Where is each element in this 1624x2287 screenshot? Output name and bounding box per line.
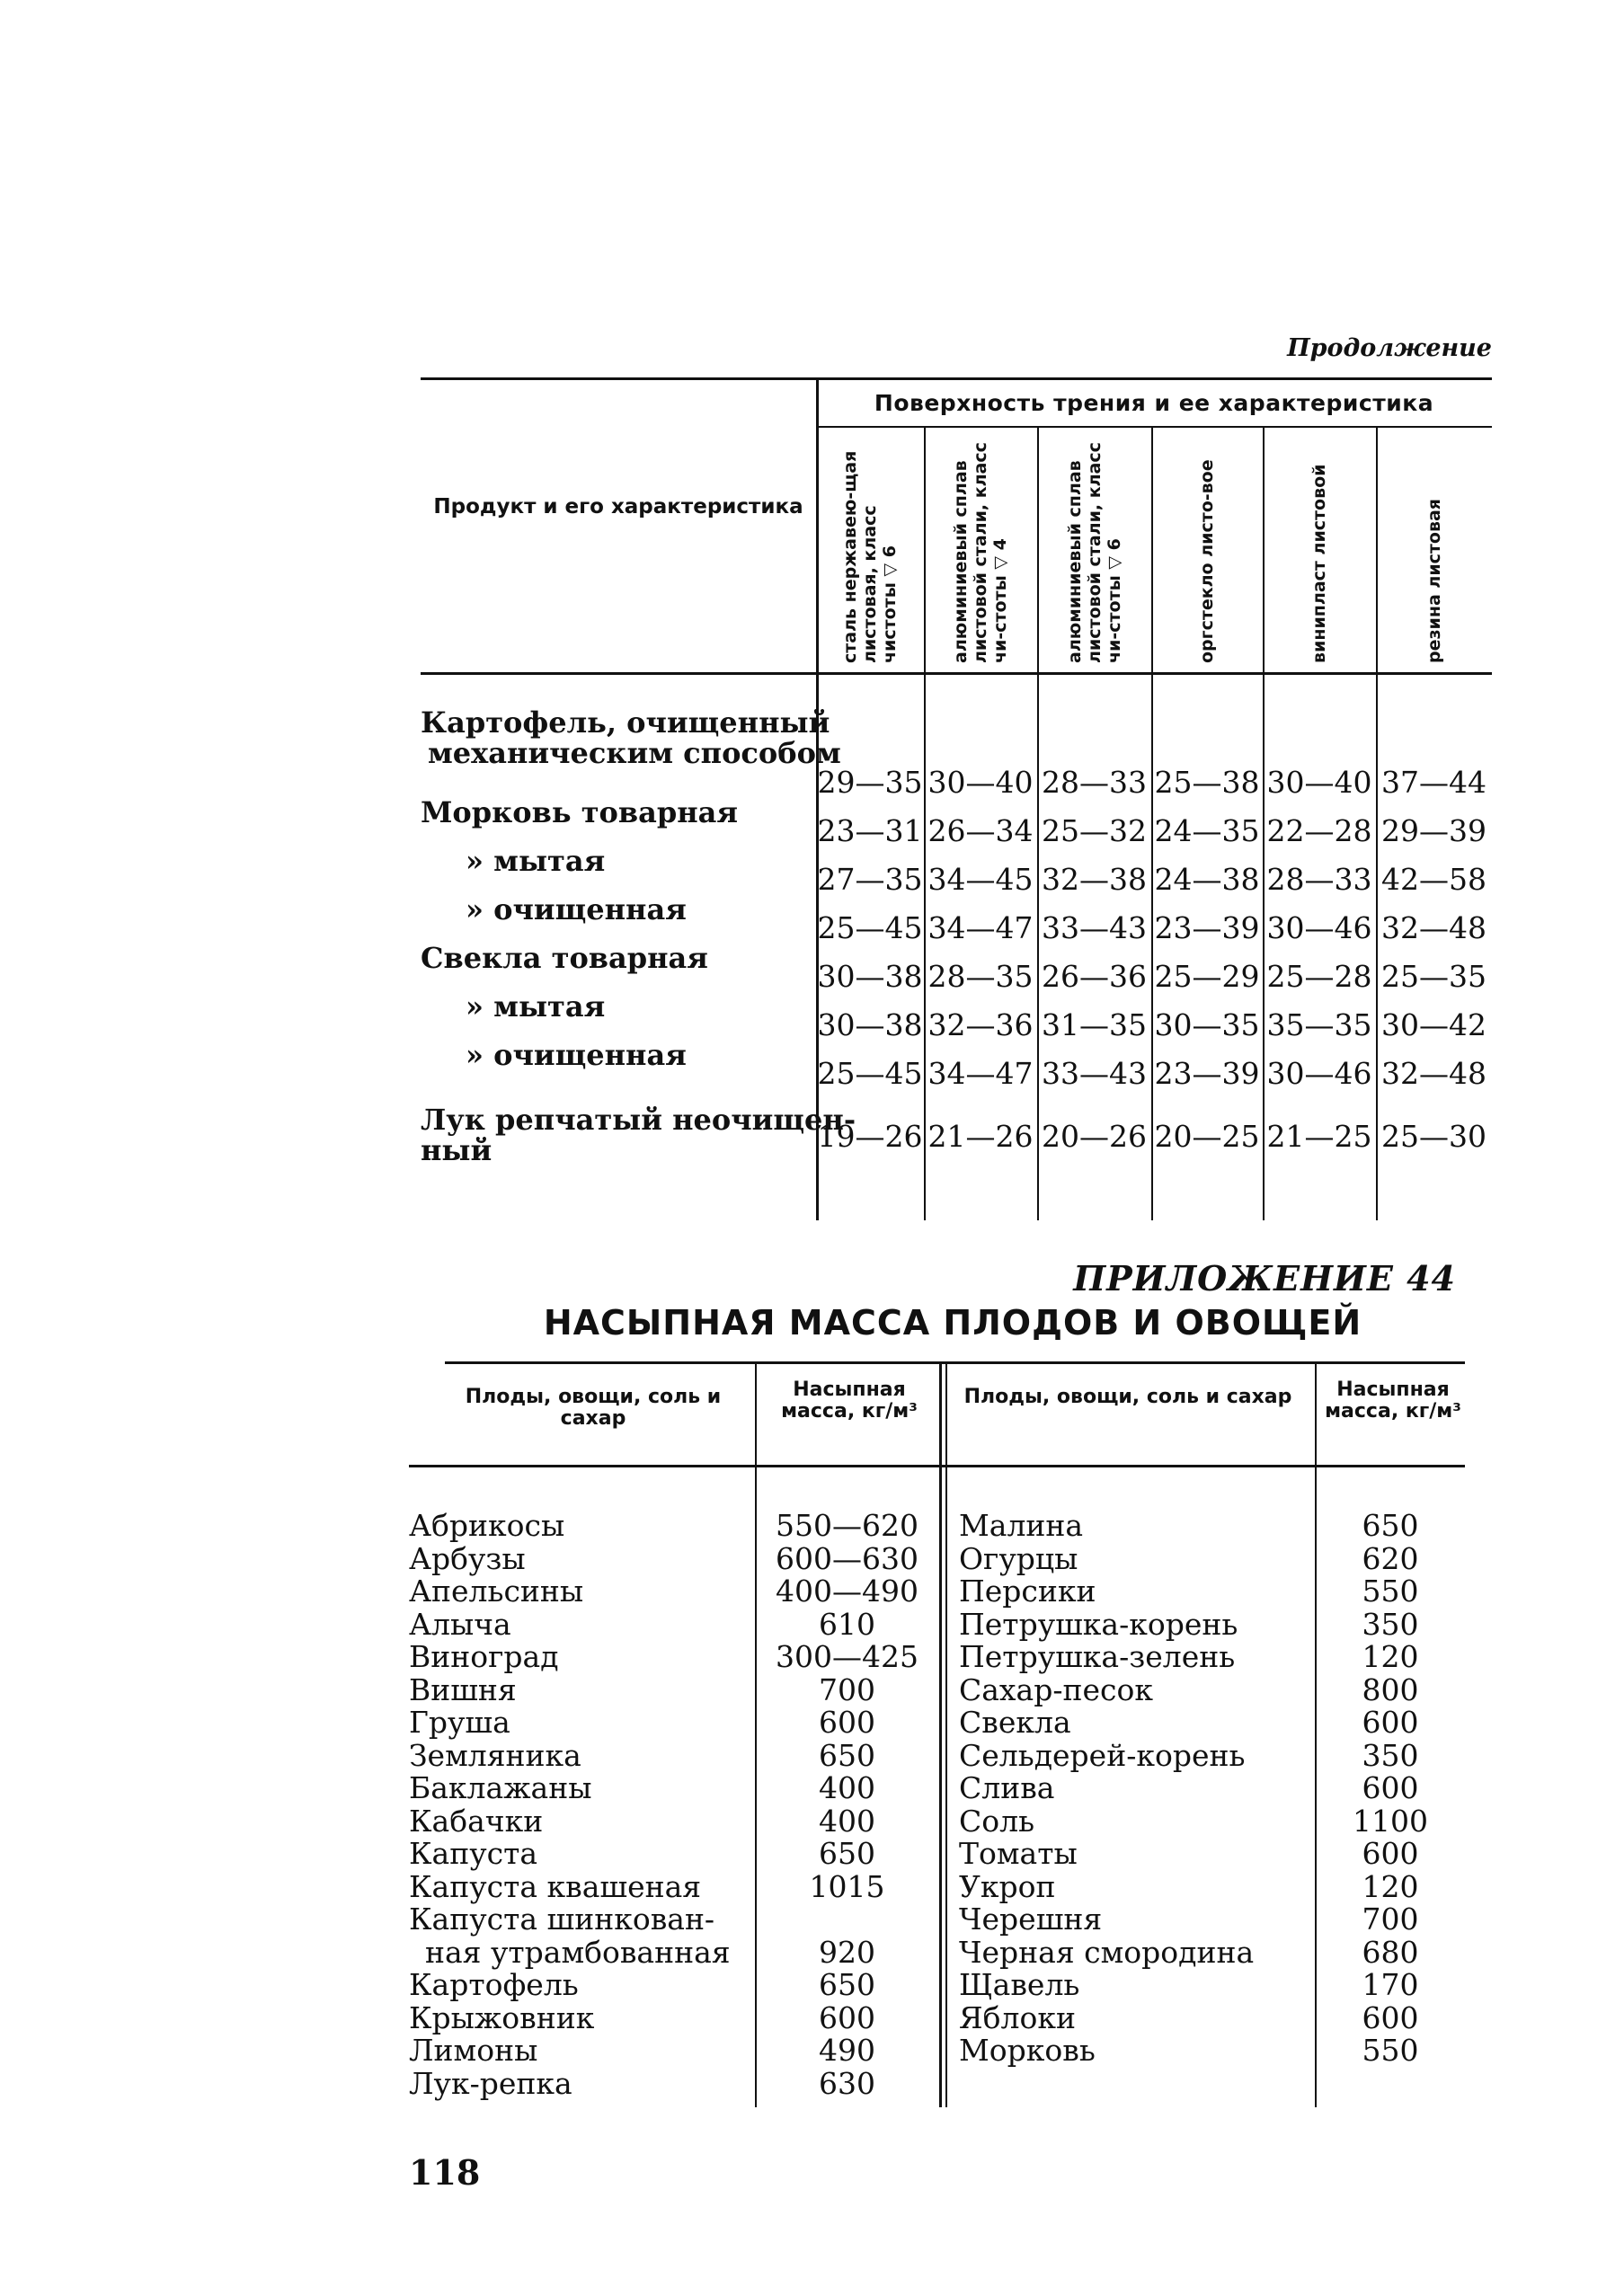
mass-value: 400 <box>819 1770 875 1805</box>
product-name: Апельсины <box>409 1573 584 1609</box>
friction-value-cell: 30—35 <box>1154 1007 1260 1042</box>
page-number: 118 <box>409 2152 481 2193</box>
product-name: Огурцы <box>959 1540 1078 1576</box>
continuation-note: Продолжение <box>1287 334 1492 362</box>
surface-column-header <box>1037 430 1151 1050</box>
mass-value: 490 <box>819 2033 875 2068</box>
appendix-number: ПРИЛОЖЕНИЕ 44 <box>1073 1258 1456 1299</box>
row-product-label: механическим способом <box>428 736 841 770</box>
row-product-label: » мытая <box>466 844 606 878</box>
mass-value: 550 <box>1362 2033 1419 2068</box>
mass-value: 600 <box>819 1999 875 2035</box>
friction-value-cell: 27—35 <box>817 862 923 897</box>
mass-value: 610 <box>819 1606 875 1642</box>
surface-column-header <box>1151 430 1263 1050</box>
surface-column-header <box>1263 430 1376 1050</box>
mass-value: 550 <box>1362 1573 1419 1609</box>
product-name: Укроп <box>959 1868 1056 1904</box>
mass-value: 680 <box>1362 1934 1419 1970</box>
left-product-list <box>409 1510 750 2100</box>
mass-value: 630 <box>819 2065 875 2101</box>
friction-value-cell: 30—46 <box>1266 1056 1372 1091</box>
table-rule-col-0 <box>755 1361 757 2107</box>
surface-column-label: алюминиевый сплав листовой стали, класс чи-стоты ▽ 4 <box>951 442 1010 663</box>
friction-value-cell: 29—39 <box>1381 813 1486 848</box>
header-mass-left: Насыпная масса, кг/м³ <box>781 1378 918 1423</box>
surface-column-header <box>924 430 1037 1050</box>
row-product-label: Картофель, очищенный <box>421 705 830 740</box>
mass-value: 550—620 <box>776 1508 918 1543</box>
row-product-label: Морковь товарная <box>421 795 738 829</box>
friction-value-cell: 25—45 <box>817 1056 923 1091</box>
product-name: Яблоки <box>959 1999 1076 2035</box>
table-rule-top <box>445 1361 1465 1364</box>
friction-value-cell: 22—28 <box>1266 813 1372 848</box>
friction-value-cell: 20—25 <box>1154 1119 1260 1154</box>
product-name: Соль <box>959 1803 1035 1839</box>
mass-value: 600 <box>1362 1836 1419 1871</box>
bulk-mass-table <box>409 1361 1465 2107</box>
friction-value-cell: 30—40 <box>1266 765 1372 800</box>
product-name: Петрушка-зелень <box>959 1639 1236 1674</box>
friction-value-cell: 29—35 <box>817 765 923 800</box>
friction-value-cell: 21—25 <box>1266 1119 1372 1154</box>
friction-value-cell: 28—35 <box>927 959 1034 994</box>
surface-column-label: винипласт листовой <box>1309 464 1329 663</box>
mass-value: 170 <box>1362 1967 1419 2002</box>
friction-value-cell: 24—35 <box>1154 813 1260 848</box>
product-name: Абрикосы <box>409 1508 565 1543</box>
mass-value: 1100 <box>1353 1803 1428 1839</box>
product-name: Слива <box>959 1770 1055 1805</box>
right-mass-list <box>1318 1510 1462 2068</box>
friction-value-cell: 34—47 <box>927 1056 1034 1091</box>
product-name: Крыжовник <box>409 1999 595 2035</box>
product-name: ная утрамбованная <box>425 1934 731 1970</box>
mass-value: 400 <box>819 1803 875 1839</box>
friction-value-cell: 32—38 <box>1042 862 1147 897</box>
friction-value-cell: 28—33 <box>1266 862 1372 897</box>
mass-value: 300—425 <box>776 1639 918 1674</box>
mass-value: 650 <box>1362 1508 1419 1543</box>
product-name: Сельдерей-корень <box>959 1737 1246 1773</box>
table-rule-col-1b <box>945 1361 947 2107</box>
mass-value: 600 <box>819 1705 875 1740</box>
mass-value: 650 <box>819 1967 875 2002</box>
friction-value-cell: 25—29 <box>1154 959 1260 994</box>
product-name: Лимоны <box>409 2033 538 2068</box>
table-rule-col-1 <box>939 1361 942 2107</box>
product-name: Баклажаны <box>409 1770 592 1805</box>
mass-value: 700 <box>1362 1901 1419 1937</box>
product-name: Виноград <box>409 1639 559 1674</box>
friction-value-cell: 30—38 <box>817 1007 923 1042</box>
row-product-label: » очищенная <box>466 1038 687 1072</box>
product-name: Черешня <box>959 1901 1103 1937</box>
header-product-left: Плоды, овощи, соль и сахар <box>465 1386 722 1430</box>
friction-value-cell: 30—42 <box>1381 1007 1486 1042</box>
mass-value <box>759 1903 935 1937</box>
mass-value: 400—490 <box>776 1573 918 1609</box>
right-product-list <box>959 1510 1309 2068</box>
friction-value-cell: 33—43 <box>1042 1056 1147 1091</box>
product-name: Лук-репка <box>409 2065 572 2101</box>
product-name: Свекла <box>959 1705 1071 1740</box>
product-name: Персики <box>959 1573 1096 1609</box>
surface-group-header: Поверхность трения и ее характеристика <box>874 389 1434 416</box>
mass-value: 600—630 <box>776 1540 918 1576</box>
product-name: Капуста квашеная <box>409 1868 702 1904</box>
left-mass-list <box>759 1510 935 2100</box>
appendix-title: НАСЫПНАЯ МАССА ПЛОДОВ И ОВОЩЕЙ <box>543 1303 1362 1343</box>
mass-value: 920 <box>819 1934 875 1970</box>
mass-value: 700 <box>819 1671 875 1707</box>
friction-value-cell: 34—45 <box>927 862 1034 897</box>
surface-column-label: сталь нержавею-щая листовая, класс чистоты ▽ 6 <box>840 450 900 663</box>
friction-value-cell: 35—35 <box>1266 1007 1372 1042</box>
friction-value-cell: 33—43 <box>1042 910 1147 945</box>
product-name: Щавель <box>959 1967 1080 2002</box>
friction-value-cell: 28—33 <box>1042 765 1147 800</box>
mass-value: 650 <box>819 1737 875 1773</box>
product-name: Капуста шинкован- <box>409 1901 715 1937</box>
friction-value-cell: 23—39 <box>1154 910 1260 945</box>
friction-value-cell: 26—34 <box>927 813 1034 848</box>
friction-value-cell: 32—48 <box>1381 910 1486 945</box>
product-name: Земляника <box>409 1737 581 1773</box>
friction-table <box>421 377 1492 1220</box>
surface-column-label: оргстекло листо-вое <box>1197 459 1217 663</box>
friction-value-cell: 24—38 <box>1154 862 1260 897</box>
product-column-header: Продукт и его характеристика <box>433 495 803 519</box>
surface-column-label: резина листовая <box>1424 498 1444 663</box>
product-name: Черная смородина <box>959 1934 1255 1970</box>
friction-value-cell: 26—36 <box>1042 959 1147 994</box>
row-product-label: ный <box>421 1133 493 1167</box>
surface-column-label: алюминиевый сплав листовой стали, класс чи-стоты ▽ 6 <box>1064 442 1124 663</box>
friction-value-cell: 30—38 <box>817 959 923 994</box>
mass-value: 650 <box>819 1836 875 1871</box>
friction-value-cell: 37—44 <box>1381 765 1486 800</box>
mass-value: 600 <box>1362 1770 1419 1805</box>
product-name: Морковь <box>959 2033 1096 2068</box>
friction-value-cell: 30—46 <box>1266 910 1372 945</box>
friction-value-cell: 21—26 <box>927 1119 1034 1154</box>
row-product-label: » мытая <box>466 989 606 1024</box>
friction-value-cell: 42—58 <box>1381 862 1486 897</box>
friction-value-cell: 32—36 <box>927 1007 1034 1042</box>
product-name: Капуста <box>409 1836 538 1871</box>
friction-value-cell: 25—45 <box>817 910 923 945</box>
friction-value-cell: 25—30 <box>1381 1119 1486 1154</box>
row-product-label: » очищенная <box>466 892 687 926</box>
row-product-label: Свекла товарная <box>421 941 708 975</box>
product-name: Малина <box>959 1508 1084 1543</box>
friction-value-cell: 32—48 <box>1381 1056 1486 1091</box>
mass-value: 800 <box>1362 1671 1419 1707</box>
friction-value-cell: 23—39 <box>1154 1056 1260 1091</box>
surface-column-header <box>1376 430 1492 1050</box>
table-rule-col-2 <box>1315 1361 1317 2107</box>
friction-value-cell: 25—28 <box>1266 959 1372 994</box>
friction-value-cell: 34—47 <box>927 910 1034 945</box>
product-name: Алыча <box>409 1606 511 1642</box>
product-name: Петрушка-корень <box>959 1606 1238 1642</box>
friction-value-cell: 25—32 <box>1042 813 1147 848</box>
mass-value: 1015 <box>809 1868 885 1904</box>
product-name: Вишня <box>409 1671 517 1707</box>
mass-value: 120 <box>1362 1868 1419 1904</box>
mass-value: 120 <box>1362 1639 1419 1674</box>
product-name: Сахар-песок <box>959 1671 1153 1707</box>
table-rule-header-bottom <box>409 1465 1465 1467</box>
product-name: Кабачки <box>409 1803 544 1839</box>
friction-value-cell: 31—35 <box>1042 1007 1147 1042</box>
header-mass-right: Насыпная масса, кг/м³ <box>1325 1378 1461 1423</box>
friction-value-cell: 25—35 <box>1381 959 1486 994</box>
product-name: Арбузы <box>409 1540 526 1576</box>
mass-value: 600 <box>1362 1999 1419 2035</box>
mass-value: 600 <box>1362 1705 1419 1740</box>
friction-value-cell: 20—26 <box>1042 1119 1147 1154</box>
product-name: Томаты <box>959 1836 1078 1871</box>
mass-value: 620 <box>1362 1540 1419 1576</box>
product-name: Груша <box>409 1705 510 1740</box>
friction-value-cell: 30—40 <box>927 765 1034 800</box>
header-product-right: Плоды, овощи, соль и сахар <box>963 1386 1292 1408</box>
mass-value: 350 <box>1362 1606 1419 1642</box>
friction-value-cell: 19—26 <box>817 1119 923 1154</box>
row-product-label: Лук репчатый неочищен- <box>421 1103 856 1137</box>
product-name: Картофель <box>409 1967 579 2002</box>
friction-value-cell: 25—38 <box>1154 765 1260 800</box>
mass-value: 350 <box>1362 1737 1419 1773</box>
friction-value-cell: 23—31 <box>817 813 923 848</box>
